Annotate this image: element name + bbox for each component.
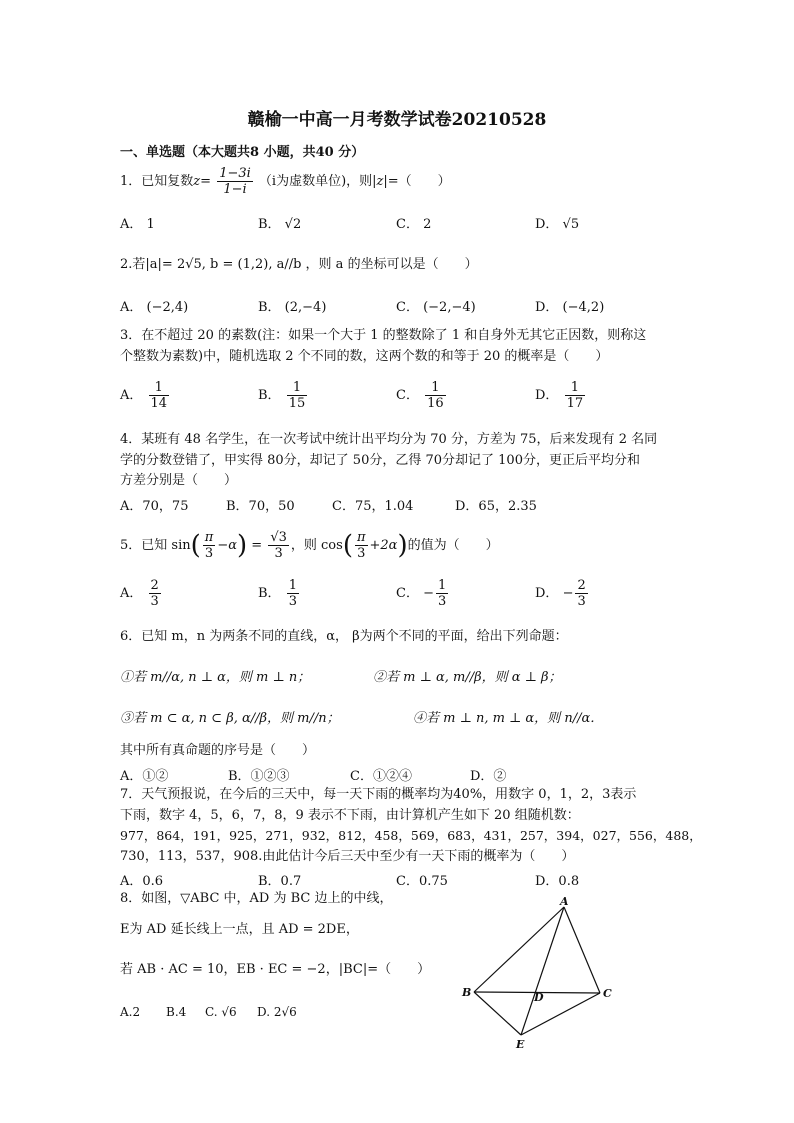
question-7-line-3: 977，864，191，925，271，932，812，458，569，683，431，257，394，027，556，488， xyxy=(120,828,702,843)
q8-option-d: D. 2√6 xyxy=(257,1005,297,1019)
point-label-d: D xyxy=(534,991,544,1004)
point-label-c: C xyxy=(603,987,612,1000)
q6-proposition-3: ③若 m ⊂ α, n ⊂ β, α//β，则 m//n； xyxy=(120,711,340,726)
q6-proposition-2: ②若 m ⊥ α, m//β，则 α ⊥ β； xyxy=(373,670,562,685)
question-3-line-1: 3．在不超过 20 的素数(注：如果一个大于 1 的整数除了 1 和自身外无其它正因数，则称这 xyxy=(120,328,647,343)
question-6-line-1: 6．已知 m，n 为两条不同的直线，α， β为两个不同的平面，给出下列命题： xyxy=(120,629,568,644)
segment-ac xyxy=(564,907,600,993)
q2-option-a: A． (−2,4) xyxy=(120,300,189,315)
q5-option-d: D． − $\frac{2}{3}$ xyxy=(535,578,586,609)
q3-option-c: C． $\frac{1}{16}$ xyxy=(396,380,444,411)
question-8-line-2: E为 AD 延长线上一点，且 AD = 2DE， xyxy=(120,922,359,937)
question-8-line-1: 8．如图，▽ABC 中，AD 为 BC 边上的中线， xyxy=(120,891,393,906)
q1-fraction: $\frac{1-3i}{1-i}$ xyxy=(219,166,251,197)
q3-option-d: D． $\frac{1}{17}$ xyxy=(535,380,584,411)
q7-option-a: A．0.6 xyxy=(120,874,164,889)
q6-option-d: D．② xyxy=(470,769,507,784)
q6-proposition-4: ④若 m ⊥ n, m ⊥ α，则 n//α． xyxy=(413,711,604,726)
q2-option-b: B． (2,−4) xyxy=(258,300,327,315)
question-4-line-1: 4．某班有 48 名学生，在一次考试中统计出平均分为 70 分，方差为 75，后来发现有 2 名同 xyxy=(120,432,658,447)
q8-option-b: B.4 xyxy=(166,1005,187,1019)
q1-option-c: C． 2 xyxy=(396,217,432,232)
point-label-a: A xyxy=(560,895,569,908)
q4-option-c: C．75，1.04 xyxy=(332,499,414,514)
q5-option-c: C． − $\frac{1}{3}$ xyxy=(396,578,447,609)
q3-option-a: A． $\frac{1}{14}$ xyxy=(120,380,168,411)
q4-option-a: A．70，75 xyxy=(120,499,189,514)
q4-option-b: B．70，50 xyxy=(226,499,295,514)
q1-option-b: B． √2 xyxy=(258,217,302,232)
q3-option-b: B． $\frac{1}{15}$ xyxy=(258,380,306,411)
q1-option-a: A． 1 xyxy=(120,217,155,232)
q7-option-c: C．0.75 xyxy=(396,874,448,889)
question-6-line-2: 其中所有真命题的序号是（ ） xyxy=(120,743,316,758)
segment-be xyxy=(474,992,521,1035)
triangle-figure xyxy=(458,895,628,1055)
q4-option-d: D．65，2.35 xyxy=(455,499,537,514)
q6-option-b: B．①②③ xyxy=(228,769,290,784)
q6-proposition-1: ①若 m//α, n ⊥ α，则 m ⊥ n； xyxy=(120,670,311,685)
point-label-e: E xyxy=(516,1038,525,1051)
question-5: 5．已知 sin( $\frac{\pi}{3}$ −α) = $\frac{√3}{3}$ ，则 cos( $\frac{\pi}{3}$ +2α)的值为（ ） xyxy=(120,530,499,561)
q8-option-c: C. √6 xyxy=(205,1005,237,1019)
question-8-line-3: 若 AB · AC = 10，EB · EC = −2，|BC|=（ ） xyxy=(120,962,431,977)
question-3-line-2: 个整数为素数)中，随机选取 2 个不同的数，这两个数的和等于 20 的概率是（ ） xyxy=(120,349,609,364)
point-label-b: B xyxy=(462,986,472,999)
question-2: 2.若|a|= 2√5, b = (1,2), a//b ，则 a 的坐标可以是（ ） xyxy=(120,257,478,272)
q5-option-b: B． $\frac{1}{3}$ xyxy=(258,578,297,609)
q2-option-c: C． (−2,−4) xyxy=(396,300,476,315)
q2-option-d: D． (−4,2) xyxy=(535,300,605,315)
q8-option-a: A.2 xyxy=(120,1005,141,1019)
q5-option-a: A． $\frac{2}{3}$ xyxy=(120,578,159,609)
question-7-line-2: 下雨，数字 4，5，6，7，8，9 表示不下雨，由计算机产生如下 20 组随机数： xyxy=(120,808,580,823)
segment-ab xyxy=(474,907,564,992)
question-4-line-2: 学的分数登错了，甲实得 80分，却记了 50分，乙得 70分却记了 100分，更正后平均分和 xyxy=(120,453,640,468)
q6-option-c: C．①②④ xyxy=(350,769,412,784)
question-7-line-4: 730，113，537，908.由此估计今后三天中至少有一天下雨的概率为（ ） xyxy=(120,849,575,864)
question-4-line-3: 方差分别是（ ） xyxy=(120,473,238,488)
q7-option-d: D．0.8 xyxy=(535,874,580,889)
exam-title: 赣榆一中高一月考数学试卷20210528 xyxy=(247,110,547,130)
q1-option-d: D． √5 xyxy=(535,217,580,232)
q6-option-a: A．①② xyxy=(120,769,169,784)
q7-option-b: B．0.7 xyxy=(258,874,302,889)
section-heading: 一、单选题（本大题共8 小题，共40 分） xyxy=(120,145,365,160)
question-7-line-1: 7．天气预报说，在今后的三天中，每一天下雨的概率均为40%，用数字 0，1，2，3表示 xyxy=(120,787,637,802)
question-1: 1．已知复数z= $\frac{1-3i}{1-i}$ （i为虚数单位)，则|z|=（ ） xyxy=(120,166,451,197)
